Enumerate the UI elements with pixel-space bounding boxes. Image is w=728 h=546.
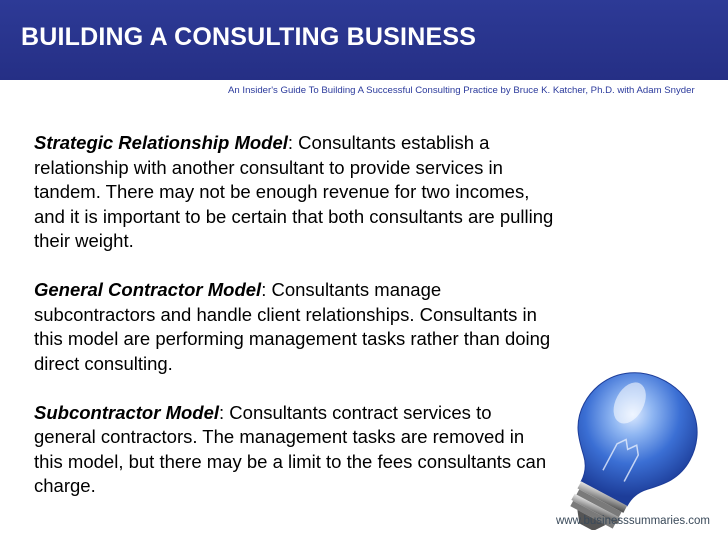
- model-name: General Contractor Model: [34, 279, 262, 300]
- header-banner: [0, 0, 728, 80]
- model-name: Subcontractor Model: [34, 401, 220, 423]
- body-text: [34, 131, 554, 523]
- website-footer: www.businesssummaries.com: [556, 515, 711, 527]
- model-description: : Consultants establish a relationship with another consultant to provide services in tandem. There may not be enough revenue for two incomes, and it is important to be certain that both consultants are pulling their weight.: [34, 132, 554, 251]
- model-strategic-relationship: [34, 131, 554, 254]
- page-subtitle: An Insider's Guide To Building A Successful Consulting Practice by Bruce K. Katcher, Ph.D. with Adam Snyder: [228, 85, 695, 96]
- page-title: BUILDING A CONSULTING BUSINESS: [21, 23, 477, 51]
- model-general-contractor: [34, 278, 554, 376]
- model-description: : Consultants contract services to general contractors. The management tasks are removed in this model, but there may be a limit to the fees consultants can charge.: [34, 401, 547, 496]
- light-bulb-icon: [538, 360, 723, 530]
- model-description: : Consultants manage subcontractors and handle client relationships. Consultants in this model are performing management tasks rather than doing direct consulting.: [34, 279, 551, 374]
- model-subcontractor: [34, 401, 554, 499]
- model-name: Strategic Relationship Model: [34, 132, 288, 153]
